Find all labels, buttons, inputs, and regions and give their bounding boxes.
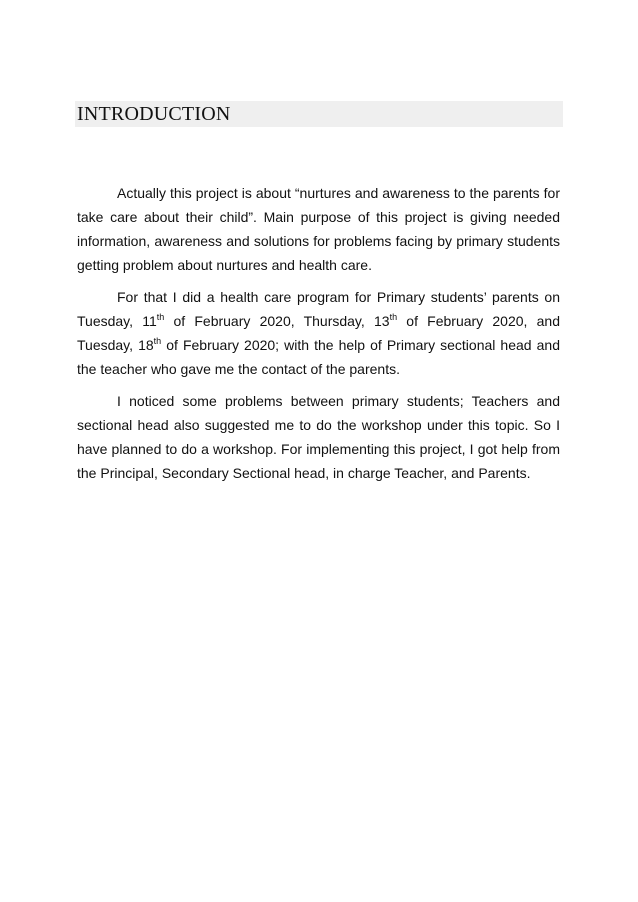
ordinal-suffix: th (156, 312, 165, 322)
paragraph-2-text-4: of February 2020; with the help of Primary sectional head and the teacher who gave me the contact of the parents. (77, 337, 560, 377)
introduction-body (77, 181, 560, 493)
paragraph-2-text-2: of February 2020, Thursday, 13 (164, 313, 390, 329)
paragraph-2 (77, 285, 560, 381)
paragraph-3: I noticed some problems between primary students; Teachers and sectional head also suggested me to do the workshop under this topic. So I have planned to do a workshop. For implementing this project, I got help from the Principal, Secondary Sectional head, in charge Teacher, and Parents. (77, 393, 560, 481)
ordinal-suffix: th (389, 312, 398, 322)
section-heading: INTRODUCTION (77, 103, 231, 125)
paragraph-2-text-1: For that I did a health care program for Primary students’ parents on Tuesday, 11 (77, 289, 560, 329)
ordinal-suffix: th (153, 336, 162, 346)
paragraph-2-text-3: of February 2020, and Tuesday, 18 (77, 313, 560, 353)
paragraph-1: Actually this project is about “nurtures and awareness to the parents for take care about their child”. Main purpose of this project is giving needed information, awareness and solutions for problems facing by primary students getting problem about nurtures and health care. (77, 185, 560, 273)
